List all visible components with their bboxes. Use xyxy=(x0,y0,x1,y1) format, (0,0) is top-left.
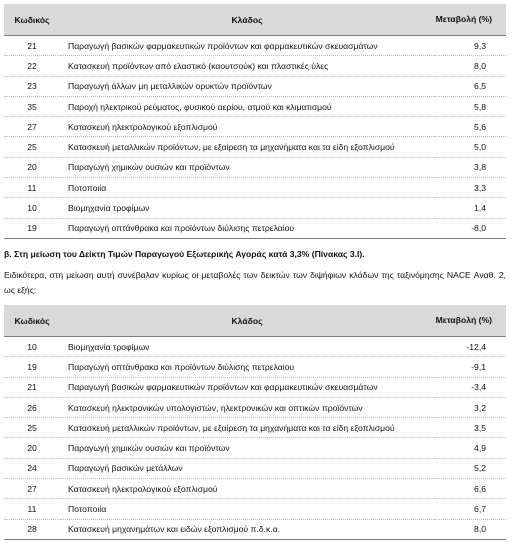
table-row xyxy=(4,337,506,357)
change-cell: -8,0 xyxy=(471,223,486,234)
change-column-header: Μεταβολή (%) xyxy=(434,305,506,337)
change-cell: -12,4 xyxy=(466,341,486,352)
code-cell: 25 xyxy=(27,142,37,153)
sector-cell: Κατασκευή μηχανημάτων και ειδών εξοπλισμού π.δ.κ.α. xyxy=(68,524,281,535)
table-row xyxy=(4,377,506,397)
table-row xyxy=(4,218,506,238)
code-column-header: Κωδικός xyxy=(4,4,60,36)
table-header-row xyxy=(4,4,506,36)
code-cell: 21 xyxy=(27,382,37,393)
sector-change-table-2 xyxy=(4,305,506,540)
code-cell: 20 xyxy=(27,443,37,454)
change-cell: 3,8 xyxy=(474,162,486,173)
sector-cell: Παραγωγή βασικών φαρμακευτικών προϊόντων και φαρμακευτικών σκευασμάτων xyxy=(68,40,378,51)
sector-cell: Παραγωγή οπτάνθρακα και προϊόντων διύλισης πετρελαίου xyxy=(68,223,295,234)
change-column-header: Μεταβολή (%) xyxy=(434,4,506,36)
table-row xyxy=(4,418,506,438)
change-cell: 5,6 xyxy=(474,121,486,132)
change-cell: 3,5 xyxy=(474,422,486,433)
code-cell: 19 xyxy=(27,223,37,234)
table-row xyxy=(4,178,506,198)
sector-cell: Παραγωγή βασικών φαρμακευτικών προϊόντων και φαρμακευτικών σκευασμάτων xyxy=(68,382,378,393)
change-cell: 8,0 xyxy=(474,524,486,535)
change-cell: -9,1 xyxy=(471,361,486,372)
change-cell: 5,2 xyxy=(474,463,486,474)
code-column-header: Κωδικός xyxy=(4,305,60,337)
section-b-paragraph: Ειδικότερα, στη μείωση αυτή συνέβαλαν κυρίως οι μεταβολές των δεικτών των διψήφιων κλάδων της ταξινόμησης NACE Αναθ. 2, ως εξής: xyxy=(4,270,506,295)
change-cell: 4,9 xyxy=(474,443,486,454)
sector-column-header: Κλάδος xyxy=(60,4,434,36)
table-row xyxy=(4,96,506,116)
sector-column-header: Κλάδος xyxy=(60,305,434,337)
change-cell: 3,3 xyxy=(474,182,486,193)
change-cell: 5,0 xyxy=(474,142,486,153)
sector-cell: Κατασκευή μεταλλικών προϊόντων, με εξαίρεση τα μηχανήματα και τα είδη εξοπλισμού xyxy=(68,142,395,153)
code-cell: 26 xyxy=(27,402,37,413)
table-row xyxy=(4,117,506,137)
sector-cell: Παραγωγή βασικών μετάλλων xyxy=(68,463,183,474)
change-cell: 9,3 xyxy=(474,40,486,51)
change-cell: 3,2 xyxy=(474,402,486,413)
sector-cell: Κατασκευή ηλεκτρολογικού εξοπλισμού xyxy=(68,121,218,132)
table-row xyxy=(4,519,506,539)
table-row xyxy=(4,438,506,458)
code-cell: 19 xyxy=(27,361,37,372)
change-cell: 6,7 xyxy=(474,504,486,515)
change-cell: 6,6 xyxy=(474,483,486,494)
sector-cell: Κατασκευή ηλεκτρονικών υπολογιστών, ηλεκτρονικών και οπτικών προϊόντων xyxy=(68,402,363,413)
sector-cell: Παραγωγή χημικών ουσιών και προϊόντων xyxy=(68,443,230,454)
table-row xyxy=(4,56,506,76)
sector-cell: Παραγωγή οπτάνθρακα και προϊόντων διύλισης πετρελαίου xyxy=(68,361,295,372)
table-body xyxy=(4,36,506,239)
table-row xyxy=(4,479,506,499)
sector-cell: Παραγωγή άλλων μη μεταλλικών ορυκτών προϊόντων xyxy=(68,81,272,92)
code-cell: 28 xyxy=(27,524,37,535)
section-b-heading: β. Στη μείωση του Δείκτη Τιμών Παραγωγού Εξωτερικής Αγοράς κατά 3,3% (Πίνακας 3.Ι). xyxy=(4,249,365,259)
table-row xyxy=(4,157,506,177)
table-row xyxy=(4,137,506,157)
table-row xyxy=(4,397,506,417)
table-row xyxy=(4,357,506,377)
sector-cell: Ποτοποιία xyxy=(68,182,107,193)
code-cell: 11 xyxy=(27,182,37,193)
table-row xyxy=(4,36,506,56)
table-body xyxy=(4,337,506,540)
code-cell: 24 xyxy=(27,463,37,474)
code-cell: 25 xyxy=(27,422,37,433)
table-row xyxy=(4,76,506,96)
sector-cell: Κατασκευή μεταλλικών προϊόντων, με εξαίρεση τα μηχανήματα και τα είδη εξοπλισμού xyxy=(68,422,395,433)
code-cell: 35 xyxy=(27,101,37,112)
change-cell: 6,5 xyxy=(474,81,486,92)
change-cell: 8,0 xyxy=(474,60,486,71)
code-cell: 11 xyxy=(27,504,37,515)
code-cell: 27 xyxy=(27,483,37,494)
code-cell: 23 xyxy=(27,81,37,92)
sector-cell: Κατασκευή προϊόντων από ελαστικό (καουτσούκ) και πλαστικές ύλες xyxy=(68,60,329,71)
sector-change-table-1 xyxy=(4,4,506,239)
table-header-row xyxy=(4,305,506,337)
code-cell: 10 xyxy=(27,341,37,352)
sector-cell: Βιομηχανία τροφίμων xyxy=(68,203,150,214)
table-row xyxy=(4,458,506,478)
sector-cell: Βιομηχανία τροφίμων xyxy=(68,341,150,352)
code-cell: 22 xyxy=(27,60,37,71)
code-cell: 20 xyxy=(27,162,37,173)
table-row xyxy=(4,198,506,218)
sector-cell: Ποτοποιία xyxy=(68,504,107,515)
sector-cell: Παροχή ηλεκτρικού ρεύματος, φυσικού αερίου, ατμού και κλιματισμού xyxy=(68,101,332,112)
code-cell: 10 xyxy=(27,203,37,214)
code-cell: 21 xyxy=(27,40,37,51)
change-cell: 5,8 xyxy=(474,101,486,112)
change-cell: -3,4 xyxy=(471,382,486,393)
sector-cell: Κατασκευή ηλεκτρολογικού εξοπλισμού xyxy=(68,483,218,494)
code-cell: 27 xyxy=(27,121,37,132)
change-cell: 1,4 xyxy=(474,203,486,214)
sector-cell: Παραγωγή χημικών ουσιών και προϊόντων xyxy=(68,162,230,173)
table-row xyxy=(4,499,506,519)
